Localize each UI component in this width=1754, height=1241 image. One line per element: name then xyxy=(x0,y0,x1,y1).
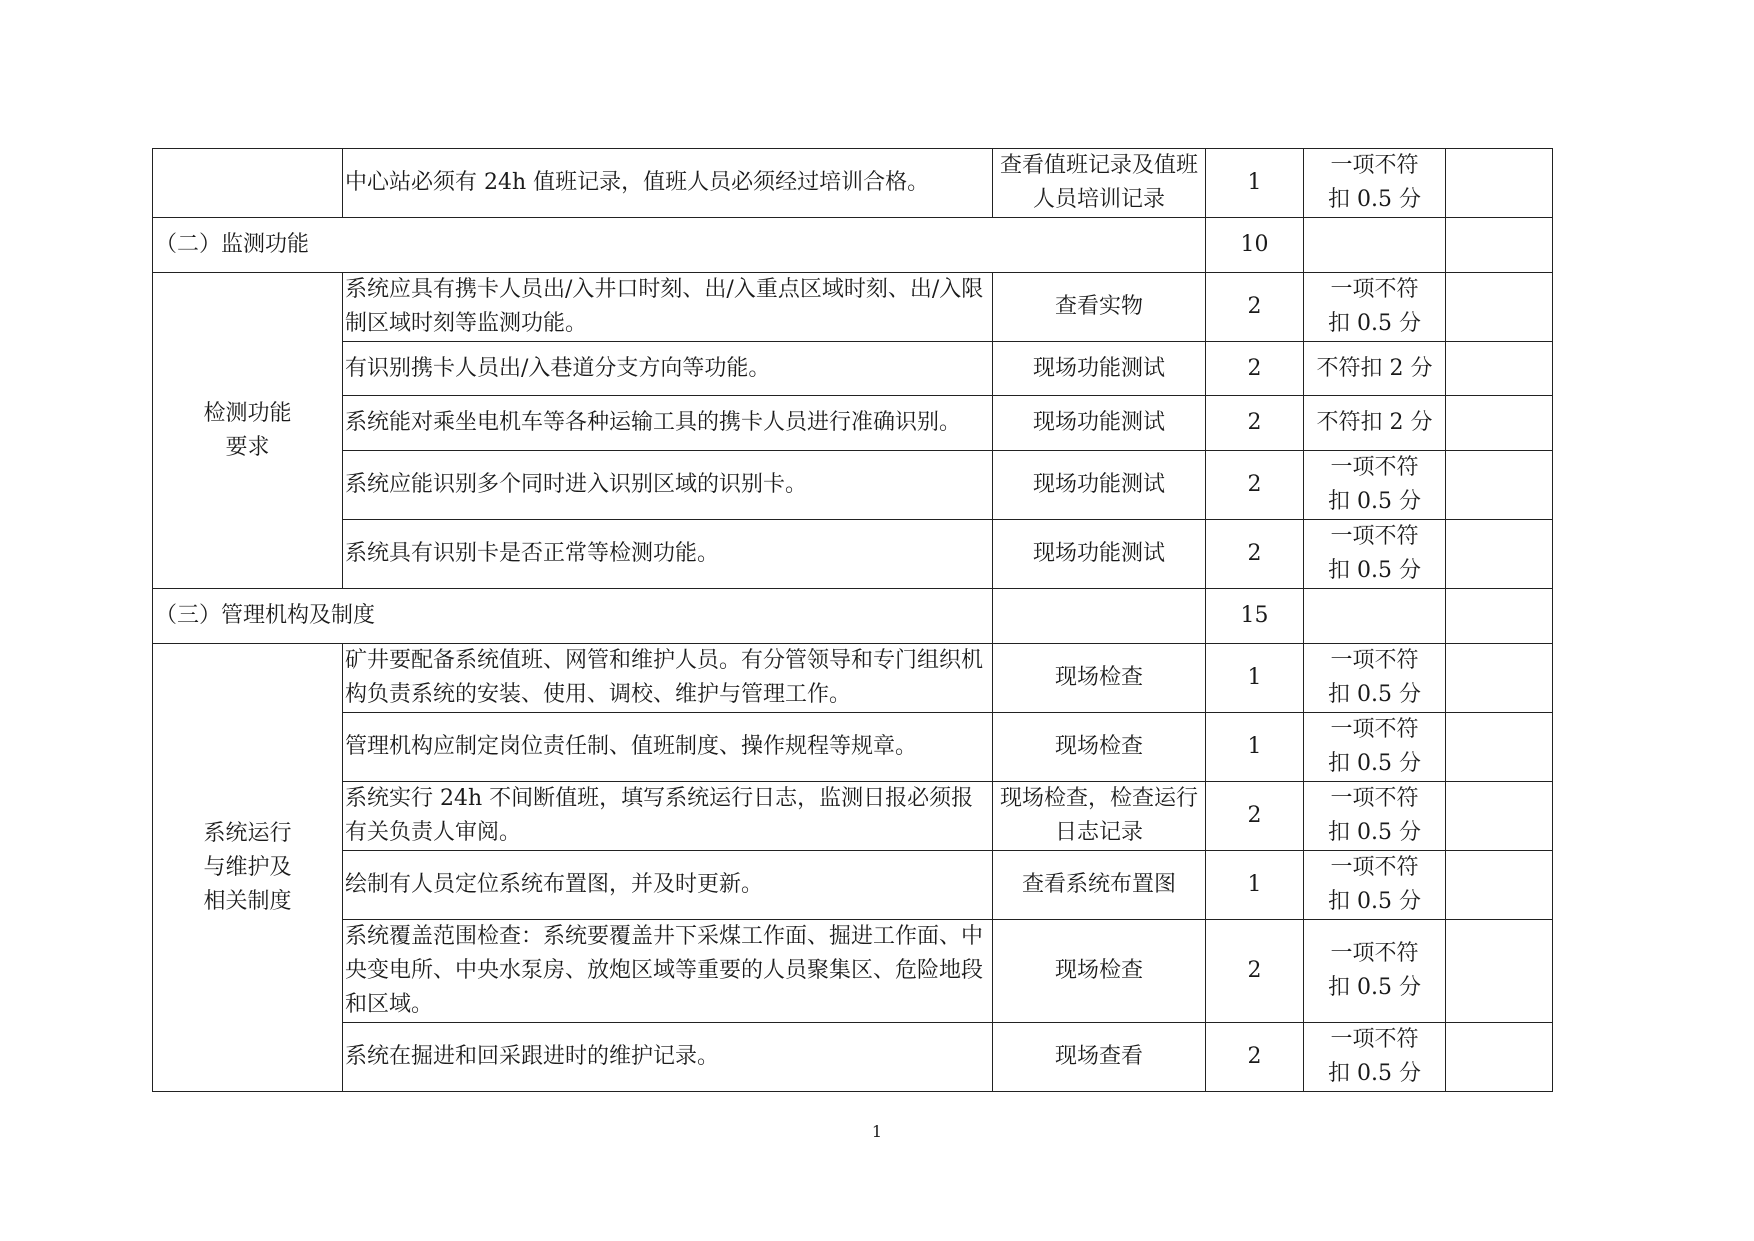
table-row xyxy=(153,396,1553,451)
score-cell: 2 xyxy=(1206,342,1304,396)
deduction-rule-cell xyxy=(1304,218,1446,273)
table-row xyxy=(153,520,1553,589)
table-row xyxy=(153,342,1553,396)
method-cell xyxy=(993,589,1206,644)
deduction-rule-cell: 一项不符 扣 0.5 分 xyxy=(1304,1023,1446,1092)
table-row xyxy=(153,782,1553,851)
table-row xyxy=(153,451,1553,520)
content-cell: 系统能对乘坐电机车等各种运输工具的携卡人员进行准确识别。 xyxy=(343,396,993,451)
category-cell: 检测功能 要求 xyxy=(153,273,343,589)
table-row xyxy=(153,644,1553,713)
content-cell: 系统应能识别多个同时进入识别区域的识别卡。 xyxy=(343,451,993,520)
method-cell: 查看系统布置图 xyxy=(993,851,1206,920)
table-row xyxy=(153,713,1553,782)
table-row xyxy=(153,1023,1553,1092)
content-cell: 有识别携卡人员出/入巷道分支方向等功能。 xyxy=(343,342,993,396)
method-cell: 现场功能测试 xyxy=(993,520,1206,589)
score-cell: 1 xyxy=(1206,149,1304,218)
page-number: 1 xyxy=(871,1122,883,1141)
deduction-rule-cell: 一项不符 扣 0.5 分 xyxy=(1304,451,1446,520)
content-cell: 系统具有识别卡是否正常等检测功能。 xyxy=(343,520,993,589)
method-cell: 现场查看 xyxy=(993,1023,1206,1092)
deduction-rule-cell: 一项不符 扣 0.5 分 xyxy=(1304,273,1446,342)
score-cell: 2 xyxy=(1206,782,1304,851)
deduction-rule-cell: 一项不符 扣 0.5 分 xyxy=(1304,920,1446,1023)
method-cell: 现场功能测试 xyxy=(993,342,1206,396)
deduction-rule-cell: 一项不符 扣 0.5 分 xyxy=(1304,520,1446,589)
table-row xyxy=(153,920,1553,1023)
actual-score-cell xyxy=(1446,1023,1553,1092)
inspection-score-table xyxy=(152,148,1553,1092)
method-cell: 现场检查，检查运行 日志记录 xyxy=(993,782,1206,851)
score-cell: 2 xyxy=(1206,273,1304,342)
actual-score-cell xyxy=(1446,451,1553,520)
score-cell: 1 xyxy=(1206,644,1304,713)
deduction-rule-cell: 一项不符 扣 0.5 分 xyxy=(1304,644,1446,713)
table-row xyxy=(153,149,1553,218)
content-cell: 绘制有人员定位系统布置图，并及时更新。 xyxy=(343,851,993,920)
deduction-rule-cell: 不符扣 2 分 xyxy=(1304,396,1446,451)
method-cell: 现场检查 xyxy=(993,713,1206,782)
score-cell: 2 xyxy=(1206,1023,1304,1092)
section-row xyxy=(153,218,1553,273)
method-cell: 现场功能测试 xyxy=(993,396,1206,451)
section-title: （二）监测功能 xyxy=(153,218,1206,273)
content-cell: 系统覆盖范围检查：系统要覆盖井下采煤工作面、掘进工作面、中央变电所、中央水泵房、放炮区域等重要的人员聚集区、危险地段和区域。 xyxy=(343,920,993,1023)
score-cell: 1 xyxy=(1206,851,1304,920)
actual-score-cell xyxy=(1446,920,1553,1023)
actual-score-cell xyxy=(1446,273,1553,342)
content-cell: 系统应具有携卡人员出/入井口时刻、出/入重点区域时刻、出/入限制区域时刻等监测功能。 xyxy=(343,273,993,342)
content-cell: 系统实行 24h 不间断值班，填写系统运行日志，监测日报必须报有关负责人审阅。 xyxy=(343,782,993,851)
method-cell: 查看实物 xyxy=(993,273,1206,342)
actual-score-cell xyxy=(1446,782,1553,851)
method-cell: 现场检查 xyxy=(993,920,1206,1023)
method-cell: 现场检查 xyxy=(993,644,1206,713)
actual-score-cell xyxy=(1446,851,1553,920)
actual-score-cell xyxy=(1446,520,1553,589)
deduction-rule-cell: 一项不符 扣 0.5 分 xyxy=(1304,713,1446,782)
score-cell: 2 xyxy=(1206,396,1304,451)
method-cell: 现场功能测试 xyxy=(993,451,1206,520)
actual-score-cell xyxy=(1446,396,1553,451)
method-cell: 查看值班记录及值班 人员培训记录 xyxy=(993,149,1206,218)
actual-score-cell xyxy=(1446,149,1553,218)
actual-score-cell xyxy=(1446,713,1553,782)
deduction-rule-cell: 一项不符 扣 0.5 分 xyxy=(1304,782,1446,851)
actual-score-cell xyxy=(1446,218,1553,273)
content-cell: 系统在掘进和回采跟进时的维护记录。 xyxy=(343,1023,993,1092)
deduction-rule-cell xyxy=(1304,589,1446,644)
content-cell: 矿井要配备系统值班、网管和维护人员。有分管领导和专门组织机构负责系统的安装、使用、调校、维护与管理工作。 xyxy=(343,644,993,713)
category-cell-empty xyxy=(153,149,343,218)
actual-score-cell xyxy=(1446,342,1553,396)
section-score-cell: 15 xyxy=(1206,589,1304,644)
section-row xyxy=(153,589,1553,644)
actual-score-cell xyxy=(1446,644,1553,713)
table-row xyxy=(153,273,1553,342)
actual-score-cell xyxy=(1446,589,1553,644)
deduction-rule-cell: 一项不符 扣 0.5 分 xyxy=(1304,149,1446,218)
score-cell: 2 xyxy=(1206,451,1304,520)
category-cell: 系统运行 与维护及 相关制度 xyxy=(153,644,343,1092)
score-cell: 1 xyxy=(1206,713,1304,782)
score-cell: 2 xyxy=(1206,920,1304,1023)
deduction-rule-cell: 一项不符 扣 0.5 分 xyxy=(1304,851,1446,920)
content-cell: 中心站必须有 24h 值班记录，值班人员必须经过培训合格。 xyxy=(343,149,993,218)
deduction-rule-cell: 不符扣 2 分 xyxy=(1304,342,1446,396)
table-row xyxy=(153,851,1553,920)
section-title: （三）管理机构及制度 xyxy=(153,589,993,644)
section-score-cell: 10 xyxy=(1206,218,1304,273)
content-cell: 管理机构应制定岗位责任制、值班制度、操作规程等规章。 xyxy=(343,713,993,782)
score-cell: 2 xyxy=(1206,520,1304,589)
